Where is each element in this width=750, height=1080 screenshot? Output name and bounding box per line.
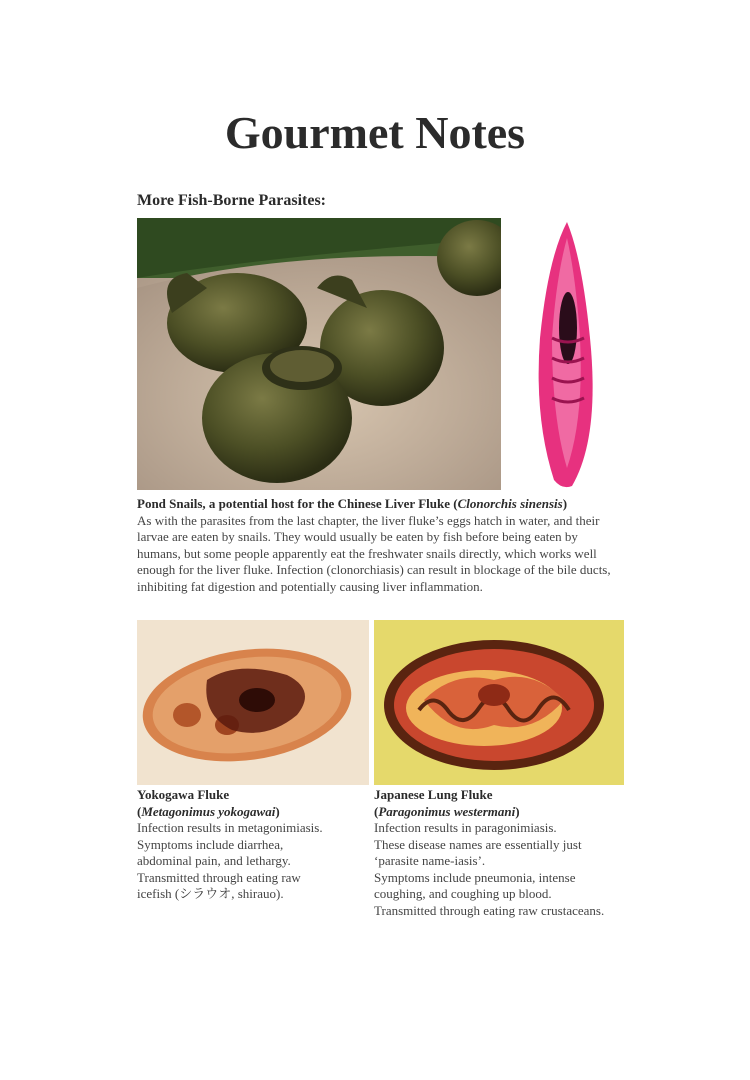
- lung-fluke-scientific-name: [374, 804, 634, 821]
- caption-line: abdominal pain, and lethargy.: [137, 853, 291, 868]
- pond-snails-caption-title: [137, 496, 632, 513]
- caption-line: As with the parasites from the last chapter, the liver fluke’s eggs hatch in water, and their: [137, 512, 600, 528]
- caption-line: Infection results in metagonimiasis.: [137, 820, 323, 835]
- caption-line: Infection results in paragonimiasis.: [374, 820, 557, 835]
- paren-close: ): [515, 803, 520, 819]
- caption-line: coughing, and coughing up blood.: [374, 886, 552, 901]
- chinese-liver-fluke-photo: [512, 218, 622, 490]
- paren-open: (: [374, 803, 379, 819]
- caption-line: Transmitted through eating raw: [137, 869, 301, 885]
- yokogawa-fluke-caption: [137, 787, 367, 903]
- yokogawa-fluke-scientific-name: [137, 804, 367, 821]
- yokogawa-fluke-name: Yokogawa Fluke: [137, 787, 230, 802]
- japanese-lung-fluke-photo: [374, 620, 624, 785]
- scientific-name: Paragonimus westermani: [378, 803, 516, 819]
- paren-open: (: [137, 803, 142, 819]
- caption-line: enough for the liver fluke. Infection (clonorchiasis) can result in blockage of the bile ducts,: [137, 562, 611, 577]
- lung-fluke-caption: [374, 787, 634, 919]
- scientific-name: Metagonimus yokogawai: [141, 803, 276, 819]
- lung-fluke-name: Japanese Lung Fluke: [374, 787, 493, 802]
- caption-line: larvae are eaten by snails. They would usually be eaten by fish before being eaten by: [137, 529, 578, 544]
- caption-title-suffix: ): [562, 496, 568, 511]
- paren-close: ): [275, 803, 280, 819]
- caption-title-scientific-name: Clonorchis sinensis: [457, 496, 563, 511]
- yokogawa-fluke-photo: [137, 620, 369, 785]
- pond-snails-photo: [137, 218, 501, 490]
- caption-title-prefix: Pond Snails, a potential host for the Chinese Liver Fluke (: [137, 496, 458, 511]
- caption-line: ‘parasite name-iasis’.: [374, 853, 486, 868]
- caption-line: Symptoms include diarrhea,: [137, 836, 284, 852]
- caption-line: Symptoms include pneumonia, intense: [374, 869, 576, 885]
- caption-line: These disease names are essentially just: [374, 836, 582, 852]
- caption-line: Transmitted through eating raw crustaceans.: [374, 902, 605, 918]
- pond-snails-caption: [137, 496, 632, 595]
- page-title: Gourmet Notes: [224, 107, 526, 158]
- caption-line: icefish (シラウオ, shirauo).: [137, 886, 284, 901]
- caption-line: inhibiting fat digestion and potentially causing liver inflammation.: [137, 578, 483, 594]
- section-heading: More Fish-Borne Parasites:: [137, 192, 326, 209]
- caption-line: humans, but some people apparently eat the freshwater snails directly, which works well: [137, 545, 597, 561]
